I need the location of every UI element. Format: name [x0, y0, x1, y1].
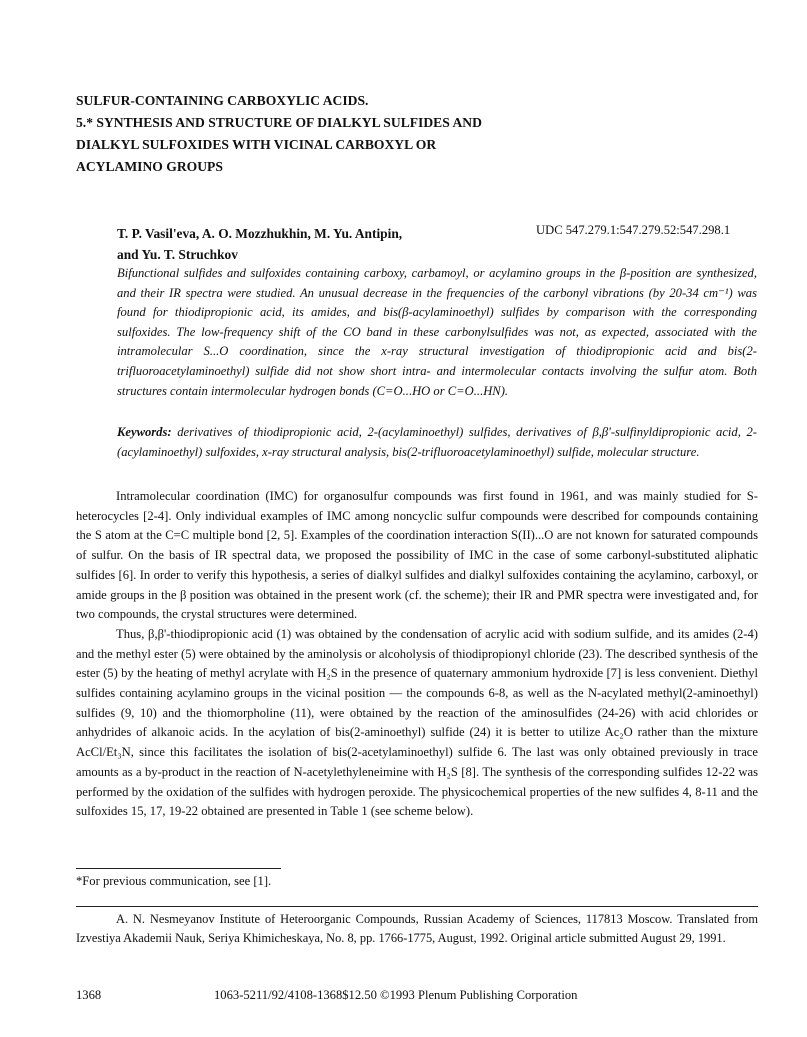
title-line: ACYLAMINO GROUPS: [76, 159, 223, 174]
paragraph: Thus, β,β'-thiodipropionic acid (1) was obtained by the condensation of acrylic acid with sodium sulfide, and its amides (2-4) and the methyl ester (5) were obtained by the aminolysis or alcoholysis of thiodipropionyl chloride (23). The described synthesis of the ester (5) by the heating of methyl acrylate with H₂S in the presence of quaternary ammonium hydroxide [7] is less convenient. Diethyl sulfides containing acylamino groups in the vicinal position — the compounds 6-8, as well as the N-acylated methyl(2-aminoethyl) sulfides (9, 10) and the thiomorpholine (11), were obtained by the reaction of the aminosulfides (24-26) with acid chlorides or anhydrides of alkanoic acids. In the acylation of bis(2-aminoethyl) sulfide (24) it is better to utilize Ac₂O rather than the mixture AcCl/Et₃N, since this facilitates the isolation of bis(2-acetylaminoethyl) sulfide 6. The last was only obtained previously in trace amounts as a by-product in the reaction of N-acetylethyleneimine with H₂S [8]. The synthesis of the corresponding sulfides 12-22 was performed by the oxidation of the sulfides with hydrogen peroxide. The physicochemical properties of the new sulfides 4, 8-11 and the sulfoxides 15, 17, 19-22 obtained are presented in Table 1 (see scheme below).: [76, 626, 758, 819]
author-list: [117, 223, 457, 265]
affiliation-divider: [76, 906, 758, 907]
affiliation-block: [76, 910, 758, 949]
author-line: and Yu. T. Struchkov: [117, 247, 238, 262]
paragraph: Intramolecular coordination (IMC) for organosulfur compounds was first found in 1961, and was mainly studied for S-heterocycles [2-4]. Only individual examples of IMC among noncyclic sulfur compounds were described for compounds containing the S atom at the C=C multiple bond [2, 5]. Examples of the coordination interaction S(II)...O are not known for saturated compounds of sulfur. On the basis of IR spectral data, we proposed the possibility of IMC in the case of some carbonyl-substituted aliphatic sulfides [6]. In order to verify this hypothesis, a series of dialkyl sulfides and dialkyl sulfoxides containing the acylamino, carboxyl, or amide groups in the β position was obtained in the present work (cf. the scheme); their IR and PMR spectra were investigated and, for two compounds, the crystal structures were determined.: [76, 489, 758, 622]
abstract: Bifunctional sulfides and sulfoxides containing carboxy, carbamoyl, or acylamino groups in the β-position are synthesized, and their IR spectra were studied. An unusual decrease in the frequencies of the carbonyl vibrations (by 20-34 cm⁻¹) was found for thiodipropionic acid, its amides, and bis(β-acylaminoethyl) sulfides by comparison with the corresponding sulfoxides. The low-frequency shift of the CO band in these carbonylsulfides was not, as expected, associated with the intramolecular S...O coordination, since the x-ray structural investigation of thiodipropionic acid and bis(2-trifluoroacetylaminoethyl) sulfide did not show short intra- and intermolecular contacts involving the sulfur atom. Both structures contain intermolecular hydrogen bonds (C=O...HO or C=O...HN).: [117, 266, 757, 398]
title-line: 5.* SYNTHESIS AND STRUCTURE OF DIALKYL SULFIDES AND: [76, 115, 482, 130]
keywords-block: [117, 423, 757, 462]
article-title: [76, 90, 716, 178]
keywords-text: derivatives of thiodipropionic acid, 2-(acylaminoethyl) sulfides, derivatives of β,β'-sulfinyldipropionic acid, 2-(acylaminoethyl) sulfoxides, x-ray structural analysis, bis(2-trifluoroacetylaminoethyl) sulfide, molecular structure.: [117, 425, 757, 459]
body-text: [76, 487, 758, 822]
footnote-divider: [76, 868, 281, 869]
affiliation-text: A. N. Nesmeyanov Institute of Heteroorganic Compounds, Russian Academy of Sciences, 117813 Moscow. Translated from Izvestiya Akademii Nauk, Seriya Khimicheskaya, No. 8, pp. 1766-1775, August, 1992. Original article submitted August 29, 1991.: [76, 912, 758, 946]
footnote: *For previous communication, see [1].: [76, 874, 272, 888]
author-line: T. P. Vasil'eva, A. O. Mozzhukhin, M. Yu. Antipin,: [117, 226, 403, 241]
udc-code: UDC 547.279.1:547.279.52:547.298.1: [536, 223, 731, 237]
keywords-label: Keywords:: [117, 425, 172, 439]
title-line: DIALKYL SULFOXIDES WITH VICINAL CARBOXYL OR: [76, 137, 437, 152]
issn-copyright-line: 1063-5211/92/4108-1368$12.50 ©1993 Plenum Publishing Corporation: [214, 988, 578, 1002]
title-line: SULFUR-CONTAINING CARBOXYLIC ACIDS.: [76, 93, 369, 108]
page-number: 1368: [76, 988, 102, 1002]
